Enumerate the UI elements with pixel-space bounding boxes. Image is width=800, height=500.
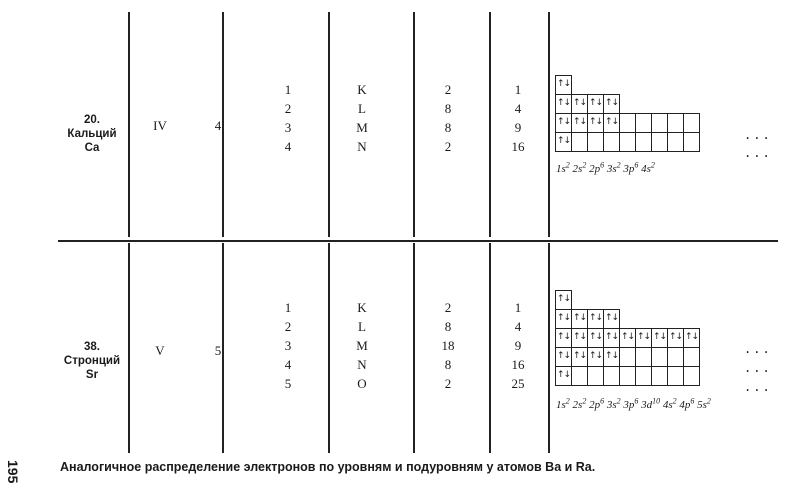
orbital-box xyxy=(619,132,636,152)
element-name: 20. Кальций Ca xyxy=(60,113,124,155)
electron-spin-arrows: ↑↓ xyxy=(652,332,667,342)
config-term: $4s^2$ xyxy=(641,160,655,175)
electron-spin-arrows: ↑↓ xyxy=(572,117,587,127)
continuation-dots: ... xyxy=(744,146,772,160)
orbital-box xyxy=(555,75,572,95)
orbital-box xyxy=(571,347,588,367)
level-numbers: 1 2 3 4 5 xyxy=(284,300,292,391)
electron-spin-arrows: ↑↓ xyxy=(588,98,603,108)
period-value: V xyxy=(155,343,165,358)
orbital-box xyxy=(635,328,652,348)
figure-caption: Аналогичное распределение электронов по уровням и подуровням у атомов Ba и Ra. xyxy=(60,460,596,474)
electron-spin-arrows: ↑↓ xyxy=(604,98,619,108)
element-symbol: Sr xyxy=(85,369,99,381)
config-term: $4s^2$ xyxy=(662,396,677,411)
column-rule xyxy=(328,243,330,453)
config-term: $3p^6$ xyxy=(623,396,639,411)
orbital-box xyxy=(651,347,668,367)
column-rule xyxy=(328,12,330,237)
orbital-box xyxy=(619,366,636,386)
electron-configuration xyxy=(556,160,655,175)
orbital-box xyxy=(651,113,668,133)
orbital-box xyxy=(587,113,604,133)
column-rule xyxy=(128,12,130,237)
orbital-box xyxy=(667,113,684,133)
orbital-box xyxy=(571,113,588,133)
column-rule xyxy=(489,12,491,237)
config-term: $2p^6$ xyxy=(589,160,605,175)
electron-spin-arrows: ↑↓ xyxy=(556,117,571,127)
column-rule xyxy=(548,243,550,453)
electron-spin-arrows: ↑↓ xyxy=(556,79,571,89)
orbital-box xyxy=(683,113,700,133)
orbital-box xyxy=(603,347,620,367)
orbital-box xyxy=(667,347,684,367)
orbital-box xyxy=(651,328,668,348)
orbital-box xyxy=(555,290,572,310)
orbital-box xyxy=(603,366,620,386)
orbital-box xyxy=(651,366,668,386)
orbital-box xyxy=(619,347,636,367)
orbital-box xyxy=(555,347,572,367)
column-rule xyxy=(413,12,415,237)
orbital-box xyxy=(571,328,588,348)
orbital-box xyxy=(555,328,572,348)
electron-spin-arrows: ↑↓ xyxy=(588,313,603,323)
orbital-box xyxy=(603,328,620,348)
electron-spin-arrows: ↑↓ xyxy=(572,98,587,108)
electron-spin-arrows: ↑↓ xyxy=(556,313,571,323)
orbital-box xyxy=(555,309,572,329)
orbital-box xyxy=(571,132,588,152)
electron-counts: 2 8 8 2 xyxy=(444,82,452,154)
config-term: $2s^2$ xyxy=(572,396,587,411)
orbital-box xyxy=(651,132,668,152)
period-value: IV xyxy=(153,118,167,133)
electron-spin-arrows: ↑↓ xyxy=(620,332,635,342)
orbital-box xyxy=(635,132,652,152)
orbital-diagram xyxy=(555,75,755,160)
orbital-diagram xyxy=(555,290,755,395)
continuation-dots: ... xyxy=(744,380,772,394)
orbital-box xyxy=(587,347,604,367)
electron-spin-arrows: ↑↓ xyxy=(588,351,603,361)
levels-count: 4 xyxy=(214,118,222,133)
orbital-box xyxy=(587,328,604,348)
orbital-box xyxy=(571,309,588,329)
electron-spin-arrows: ↑↓ xyxy=(572,313,587,323)
orbital-box xyxy=(683,132,700,152)
config-term: $1s^2$ xyxy=(556,160,570,175)
continuation-dots: ... xyxy=(744,361,772,375)
electron-spin-arrows: ↑↓ xyxy=(604,117,619,127)
electron-spin-arrows: ↑↓ xyxy=(572,351,587,361)
orbital-box xyxy=(619,328,636,348)
row-divider xyxy=(58,240,778,242)
page-number: 195 xyxy=(5,460,21,484)
column-rule xyxy=(128,243,130,453)
orbital-box xyxy=(667,366,684,386)
continuation-dots: ... xyxy=(744,342,772,356)
electron-spin-arrows: ↑↓ xyxy=(588,117,603,127)
electron-spin-arrows: ↑↓ xyxy=(556,294,571,304)
column-rule xyxy=(413,243,415,453)
electron-spin-arrows: ↑↓ xyxy=(556,351,571,361)
orbital-box xyxy=(603,94,620,114)
orbital-box xyxy=(587,132,604,152)
electron-spin-arrows: ↑↓ xyxy=(588,332,603,342)
electron-spin-arrows: ↑↓ xyxy=(556,98,571,108)
orbital-counts: 1 4 9 16 xyxy=(511,82,525,154)
orbital-box xyxy=(571,94,588,114)
orbital-box xyxy=(667,132,684,152)
orbital-box xyxy=(555,132,572,152)
config-term: $2p^6$ xyxy=(589,396,605,411)
orbital-box xyxy=(587,94,604,114)
config-term: $3p^6$ xyxy=(623,160,639,175)
config-term: $3s^2$ xyxy=(606,160,621,175)
electron-spin-arrows: ↑↓ xyxy=(684,332,699,342)
config-term: $3s^2$ xyxy=(606,396,621,411)
electron-spin-arrows: ↑↓ xyxy=(636,332,651,342)
orbital-box xyxy=(683,328,700,348)
orbital-box xyxy=(683,366,700,386)
levels-count: 5 xyxy=(214,343,222,358)
orbital-box xyxy=(603,132,620,152)
electron-spin-arrows: ↑↓ xyxy=(556,332,571,342)
orbital-counts: 1 4 9 16 25 xyxy=(511,300,525,391)
orbital-box xyxy=(603,113,620,133)
orbital-box xyxy=(603,309,620,329)
element-name: 38. Стронций Sr xyxy=(60,340,124,382)
column-rule xyxy=(548,12,550,237)
config-term: $5s^2$ xyxy=(697,396,711,411)
electron-spin-arrows: ↑↓ xyxy=(604,351,619,361)
orbital-box xyxy=(555,113,572,133)
orbital-box xyxy=(635,366,652,386)
column-rule xyxy=(489,243,491,453)
orbital-box xyxy=(555,94,572,114)
orbital-box xyxy=(571,366,588,386)
electron-spin-arrows: ↑↓ xyxy=(668,332,683,342)
orbital-box xyxy=(635,347,652,367)
electron-spin-arrows: ↑↓ xyxy=(556,370,571,380)
shell-letters: K L M N O xyxy=(356,300,368,391)
electron-spin-arrows: ↑↓ xyxy=(604,313,619,323)
electron-spin-arrows: ↑↓ xyxy=(604,332,619,342)
orbital-box xyxy=(635,113,652,133)
config-term: $4p^6$ xyxy=(679,396,695,411)
electron-spin-arrows: ↑↓ xyxy=(556,136,571,146)
orbital-box xyxy=(619,113,636,133)
electron-configuration xyxy=(556,396,711,411)
level-numbers: 1 2 3 4 xyxy=(284,82,292,154)
electron-spin-arrows: ↑↓ xyxy=(572,332,587,342)
config-term: $2s^2$ xyxy=(572,160,587,175)
orbital-box xyxy=(587,366,604,386)
orbital-box xyxy=(555,366,572,386)
orbital-box xyxy=(683,347,700,367)
continuation-dots: ... xyxy=(744,128,772,142)
config-term: $3d^{10}$ xyxy=(641,396,661,411)
orbital-box xyxy=(587,309,604,329)
orbital-box xyxy=(667,328,684,348)
config-term: $1s^2$ xyxy=(556,396,570,411)
shell-letters: K L M N xyxy=(356,82,368,154)
element-symbol: Ca xyxy=(84,142,100,154)
electron-counts: 2 8 18 8 2 xyxy=(441,300,455,391)
